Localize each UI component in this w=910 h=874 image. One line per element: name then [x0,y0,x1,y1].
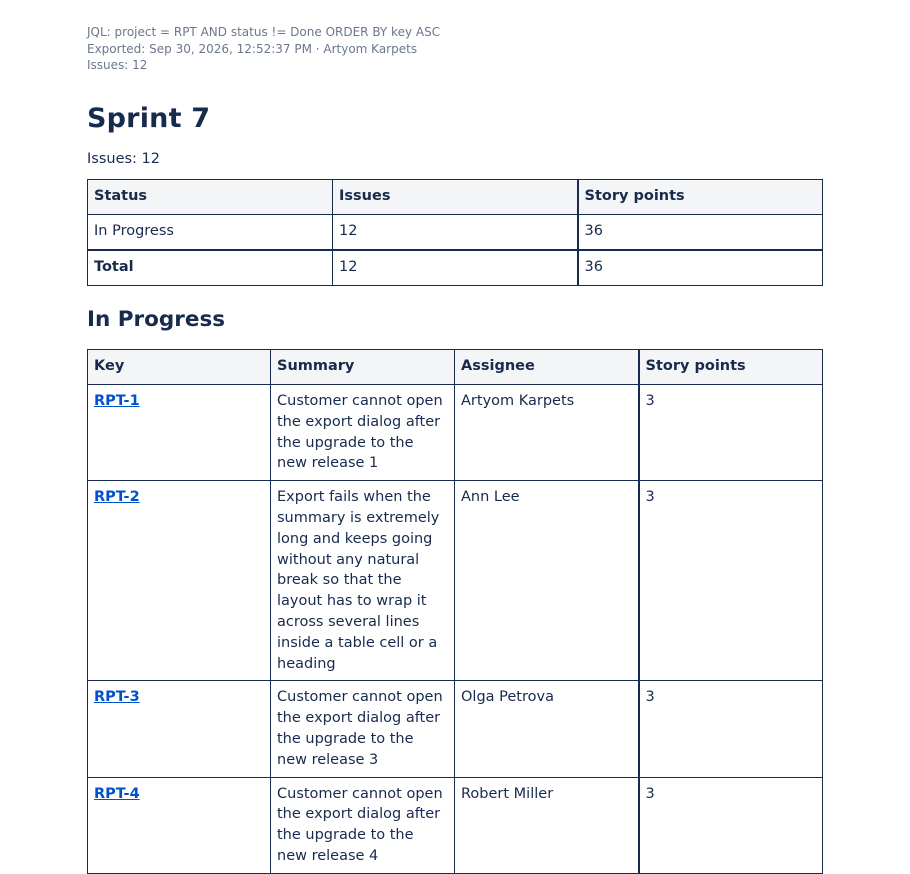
column-header-story-points: Story points [639,350,823,385]
summary-cell: Customer cannot open the export dialog after the upgrade to the new release 4 [271,777,455,873]
table-row [88,681,823,777]
table-row [88,777,823,873]
issues-line: Issues: 12 [87,58,148,72]
points-cell: 3 [639,385,823,481]
column-header-assignee: Assignee [455,350,639,385]
table-header-row [88,350,823,385]
issue-key-link[interactable]: RPT-3 [94,689,140,706]
assignee-cell: Olga Petrova [455,681,639,777]
issue-key-link[interactable]: RPT-1 [94,393,140,409]
table-row [88,481,823,681]
total-label: Total [88,250,333,286]
section-title: In Progress [87,307,226,332]
status-summary-table [87,179,823,286]
points-cell: 3 [639,681,823,777]
summary-cell: Customer cannot open the export dialog after the upgrade to the new release 1 [271,385,455,481]
points-cell: 36 [578,215,823,251]
exported-line: Exported: Sep 30, 2026, 12:52:37 PM · Artyom Karpets [87,41,418,56]
points-cell: 3 [639,777,823,873]
column-header-story-points: Story points [578,180,823,215]
table-header-row [88,180,823,215]
issue-count: Issues: 12 [87,151,160,167]
issue-key-link[interactable]: RPT-4 [94,785,140,802]
status-cell: In Progress [88,215,333,251]
total-issues: 12 [333,250,578,286]
column-header-summary: Summary [271,350,455,385]
jql-line: JQL: project = RPT AND status != Done ORDER BY key ASC [87,25,441,39]
total-row [88,250,823,286]
assignee-cell: Ann Lee [455,481,639,681]
assignee-cell: Artyom Karpets [455,385,639,481]
summary-cell: Export fails when the summary is extremely long and keeps going without any natural break so that the layout has to wrap it across several lines inside a table cell or a heading [271,481,455,681]
column-header-status: Status [88,180,333,215]
column-header-issues: Issues [333,180,578,215]
column-header-key: Key [88,350,271,385]
export-meta [87,24,822,74]
page-title: Sprint 7 [87,103,211,134]
issues-cell: 12 [333,215,578,251]
summary-cell: Customer cannot open the export dialog after the upgrade to the new release 3 [271,681,455,777]
issue-key-link[interactable]: RPT-2 [94,489,140,506]
assignee-cell: Robert Miller [455,777,639,873]
table-row [88,215,823,251]
total-points: 36 [578,250,823,286]
points-cell: 3 [639,481,823,681]
export-page [87,24,822,864]
issues-table [87,349,823,874]
table-row [88,385,823,481]
